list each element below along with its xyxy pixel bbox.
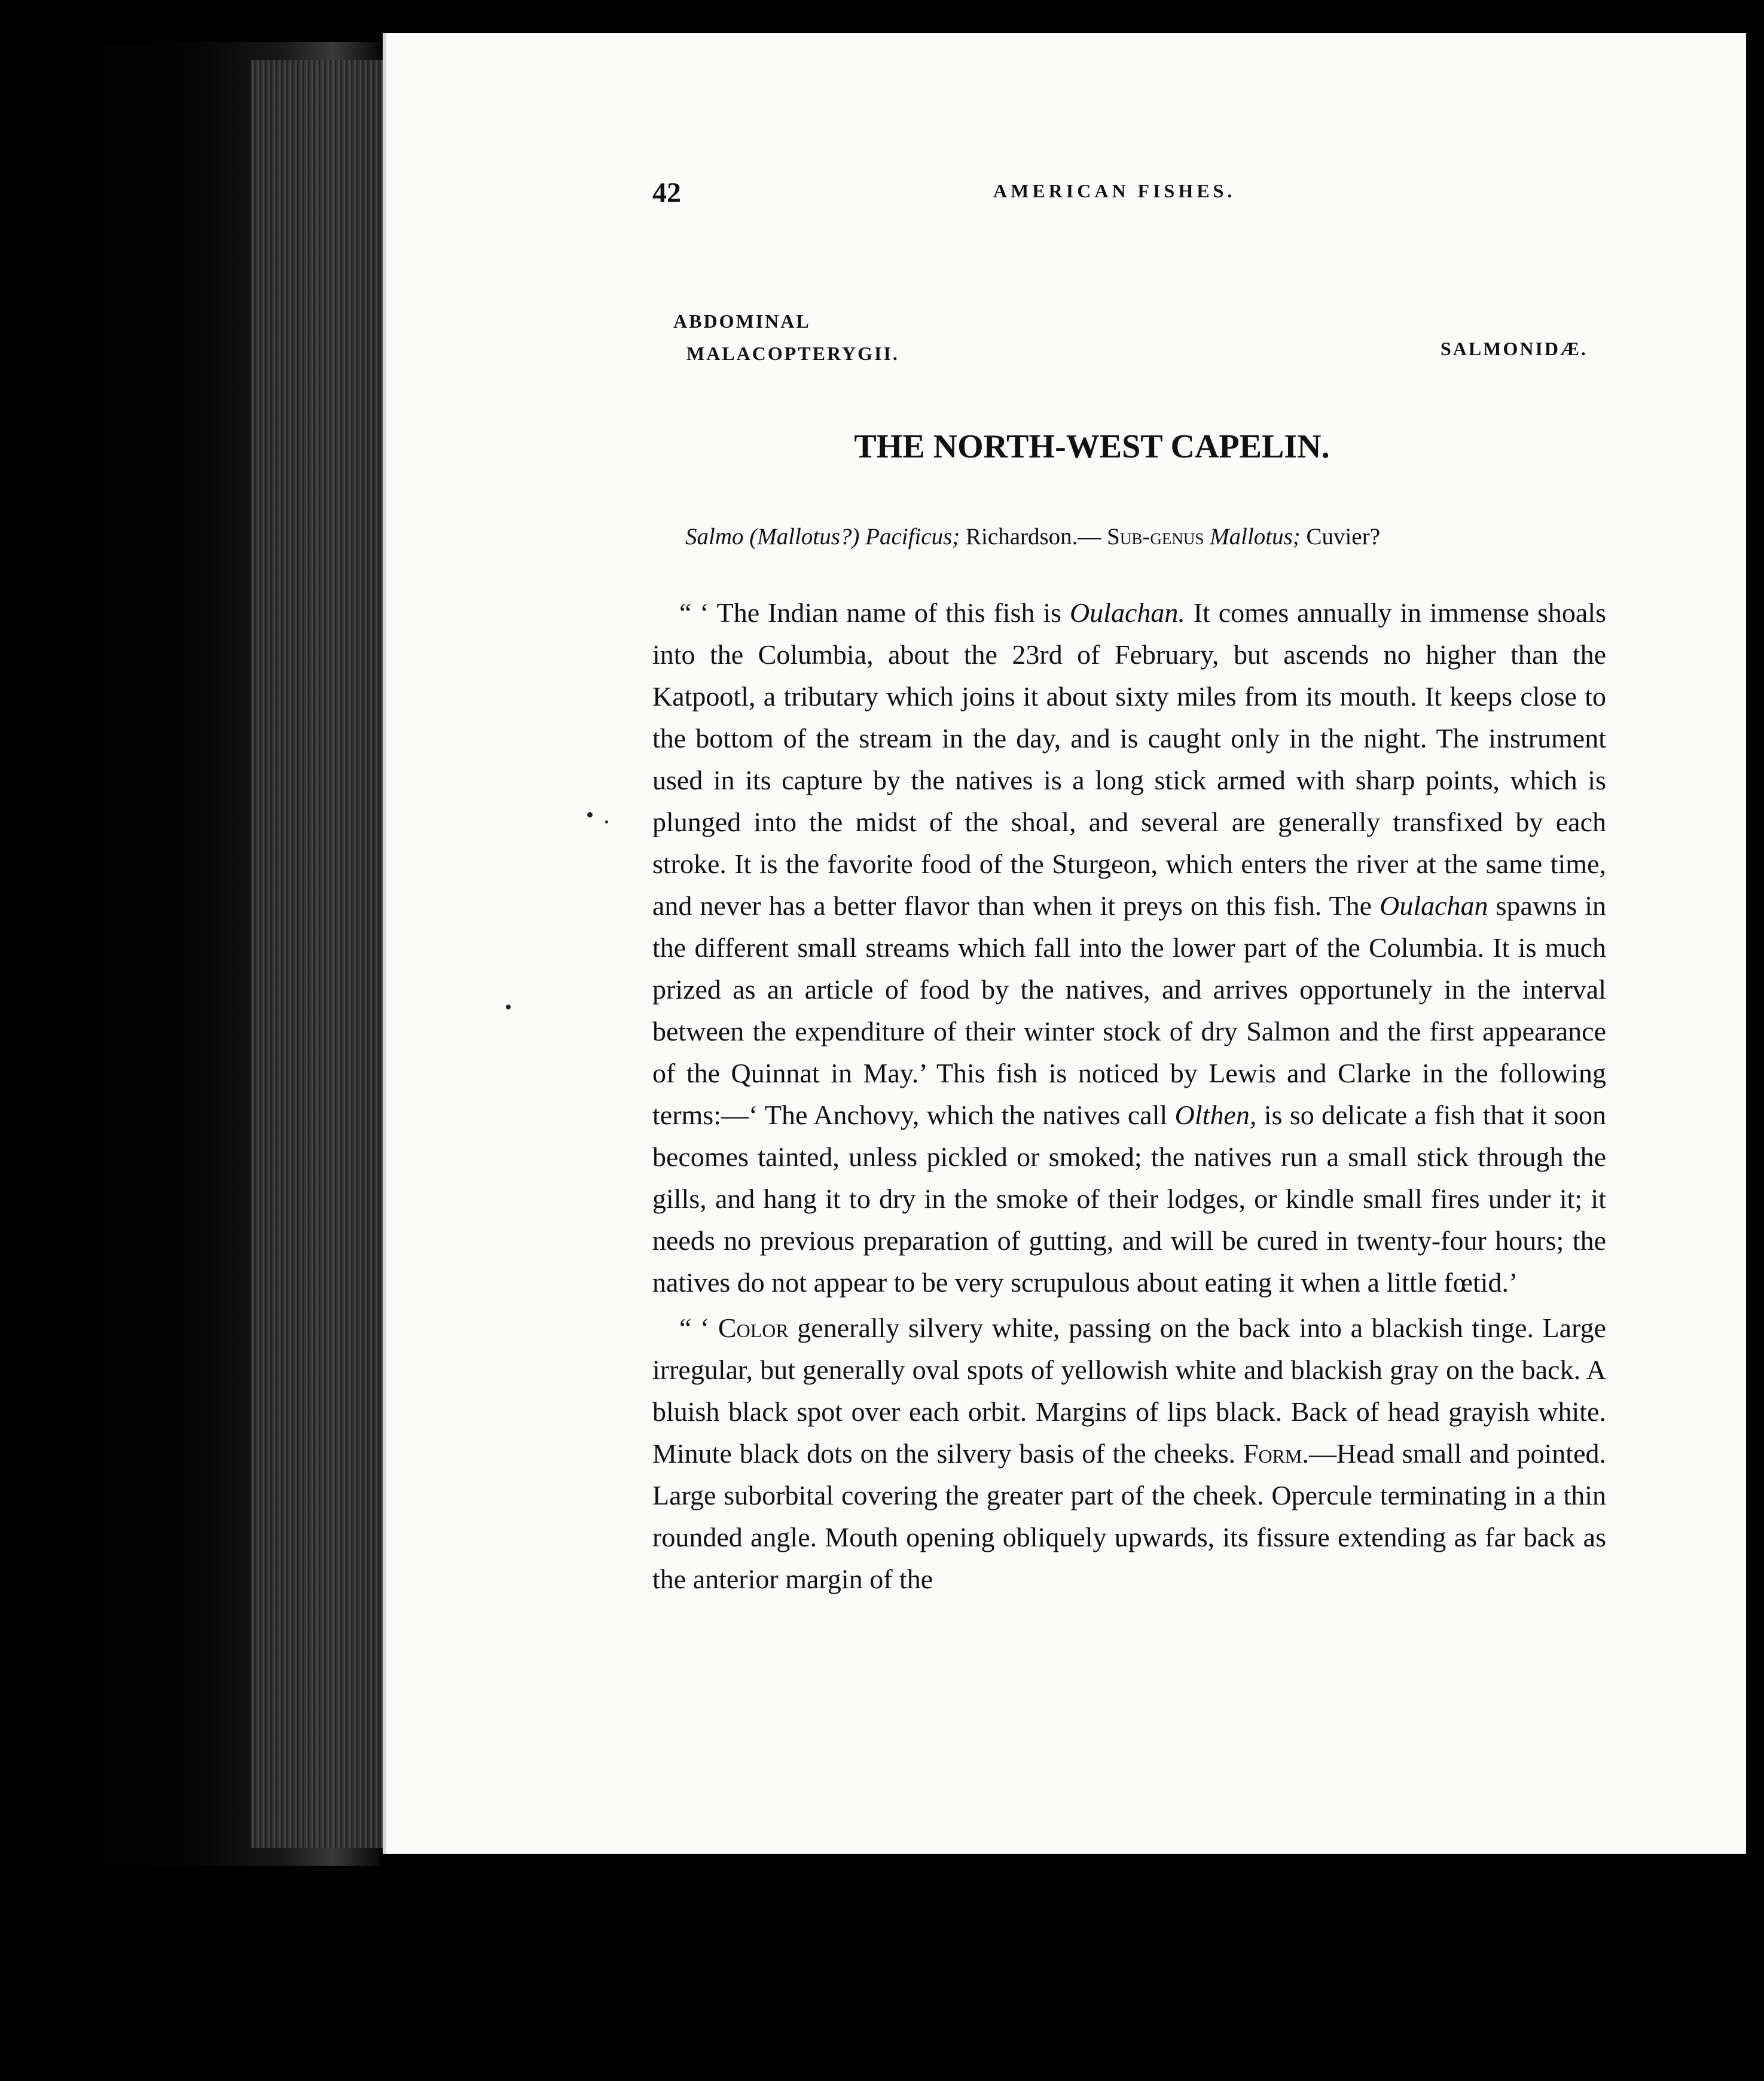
p2-text-e: .—Head small and pointed. Large suborbital covering the greater part of the cheek. Opercule terminating in a thin rounded angle. Mouth opening obliquely upwards, its fissure extending as far back as the anterior margin of the [652, 1438, 1607, 1594]
p2-text-c: generally silvery white, passing on the back into a blackish tinge. Large irregular, but generally oval spots of yellowish white and blackish gray on the back. A bluish black spot over each orbit. Margins of lips black. Back of head grayish white. Minute black dots on the silvery basis of the cheeks. [652, 1313, 1606, 1469]
subgenus-label: Sub-genus [1107, 524, 1204, 550]
p1-italic-olthen: Olthen, [1174, 1100, 1257, 1130]
synonym-species: Pacificus; [865, 524, 960, 550]
book-page [383, 33, 1746, 1854]
paragraph-2 [652, 1307, 1606, 1600]
synonym-subgenus-query: (Mallotus?) [749, 524, 860, 550]
synonym-subgenus: Mallotus; [1210, 524, 1301, 550]
paragraph-1 [652, 592, 1606, 1304]
p2-text-a: “ ‘ [679, 1313, 718, 1343]
running-title: AMERICAN FISHES. [993, 180, 1236, 202]
p1-italic-oulachan: Oulachan. [1069, 597, 1185, 628]
article-title: THE NORTH-WEST CAPELIN. [854, 428, 1330, 465]
body-text [652, 592, 1606, 1600]
family-label: SALMONIDÆ. [1440, 338, 1588, 359]
p1-text-a: “ ‘ The Indian name of this fish is [679, 597, 1070, 628]
synonymy-line [685, 523, 1702, 550]
p1-text-g: is so delicate a fish that it soon becomes tainted, unless pickled or smoked; the natives run a small stick through the gills, and hang it to dry in the smoke of their lodges, or kindle small fires under it; it needs no previous preparation of gutting, and will be cured in twenty-four hours; the natives do not appear to be very scrupulous about eating it when a little fœtid.’ [652, 1100, 1606, 1298]
synonym-genus: Salmo [685, 524, 744, 550]
p2-smallcaps-form: Form [1243, 1438, 1302, 1469]
margin-speck [587, 812, 593, 817]
p1-italic-oulachan-2: Oulachan [1380, 890, 1488, 921]
margin-speck [506, 1005, 511, 1009]
p2-smallcaps-color: Color [718, 1313, 789, 1343]
page-edges [251, 60, 389, 1848]
p1-text-c: It comes annually in immense shoals into the Columbia, about the 23rd of February, but ascends no higher than the Katpootl, a tributary which joins it about sixty miles from its mouth. It keeps close to the bottom of the stream in the day, and is caught only in the night. The instrument used in its capture by the natives is a long stick armed with sharp points, which is plunged into the midst of the shoal, and several are generally transfixed by each stroke. It is the favorite food of the Sturgeon, which enters the river at the same time, and never has a better flavor than when it preys on this fish. The [652, 597, 1606, 921]
running-head [652, 176, 1657, 224]
page-number: 42 [652, 177, 681, 209]
order-line-2: MALACOPTERYGII. [686, 343, 899, 364]
margin-speck [605, 820, 608, 823]
order-line-1: ABDOMINAL [673, 310, 811, 332]
p1-text-e: spawns in the different small streams which fall into the lower part of the Columbia. It is much prized as an article of food by the natives, and arrives opportunely in the interval between the expenditure of their winter stock of dry Salmon and the first appearance of the Quinnat in May.’ This fish is noticed by Lewis and Clarke in the following terms:—‘ The Anchovy, which the natives call [652, 890, 1606, 1130]
synonym-author-2: Cuvier? [1306, 524, 1381, 550]
synonym-author-1: Richardson.— [966, 524, 1101, 550]
order-label [673, 305, 899, 370]
